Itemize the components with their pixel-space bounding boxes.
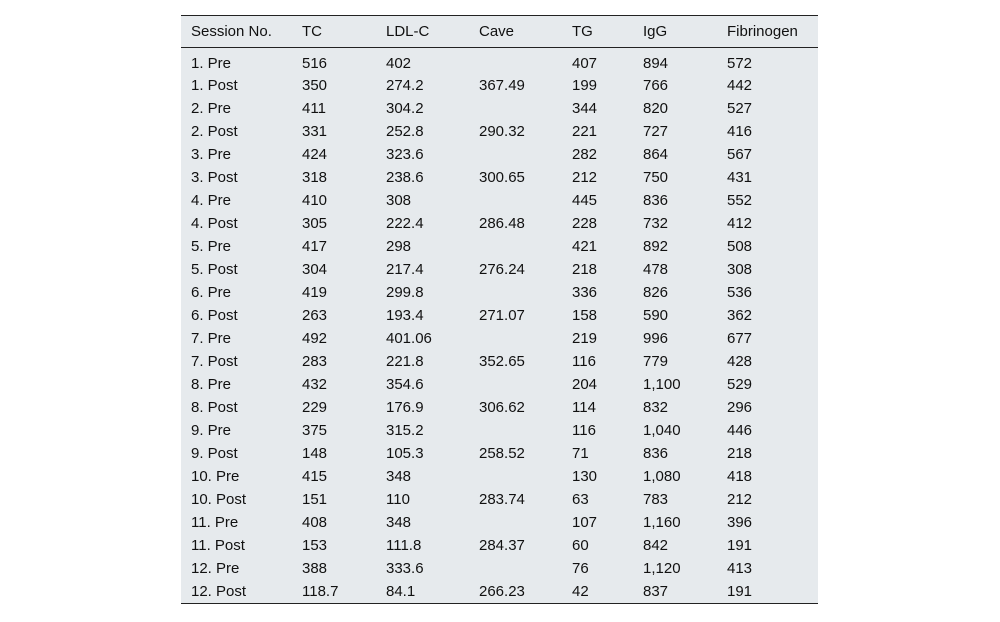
cell-session-no: 12. Pre — [191, 560, 240, 577]
cell-tc: 331 — [302, 123, 328, 140]
cell-fibrinogen: 552 — [727, 192, 753, 209]
cell-igg: 836 — [643, 445, 669, 462]
cell-fibrinogen: 508 — [727, 238, 753, 255]
cell-igg: 732 — [643, 215, 669, 232]
table-row — [181, 350, 818, 373]
table-row — [181, 258, 818, 281]
cell-tg: 219 — [572, 330, 598, 347]
cell-tg: 60 — [572, 537, 589, 554]
cell-cave — [469, 97, 562, 120]
cell-tc: 263 — [302, 307, 328, 324]
table-row — [181, 120, 818, 143]
cell-fibrinogen: 677 — [727, 330, 753, 347]
cell-cave — [469, 511, 562, 534]
cell-tg: 76 — [572, 560, 589, 577]
cell-tc: 408 — [302, 514, 328, 531]
cell-igg: 1,160 — [643, 514, 681, 531]
table-row — [181, 465, 818, 488]
cell-igg: 1,120 — [643, 560, 681, 577]
cell-tc: 350 — [302, 77, 328, 94]
cell-igg: 892 — [643, 238, 669, 255]
cell-ldl-c: 333.6 — [386, 560, 424, 577]
cell-session-no: 1. Post — [191, 77, 238, 94]
cell-ldl-c: 304.2 — [386, 100, 424, 117]
cell-session-no: 3. Pre — [191, 146, 232, 163]
cell-igg: 1,100 — [643, 376, 681, 393]
cell-fibrinogen: 362 — [727, 307, 753, 324]
cell-ldl-c: 354.6 — [386, 376, 424, 393]
cell-tc: 151 — [302, 491, 328, 508]
table-body — [181, 48, 818, 604]
cell-fibrinogen: 296 — [727, 399, 753, 416]
cell-tg: 114 — [572, 399, 596, 416]
cell-tc: 516 — [302, 54, 328, 72]
table-row — [181, 488, 818, 511]
cell-cave: 300.65 — [479, 169, 525, 186]
cell-tg: 421 — [572, 238, 598, 255]
cell-igg: 820 — [643, 100, 669, 117]
cell-session-no: 11. Post — [191, 537, 245, 554]
cell-tc: 415 — [302, 468, 328, 485]
table-row — [181, 48, 818, 75]
cell-tc: 410 — [302, 192, 328, 209]
cell-cave — [469, 48, 562, 75]
column-header-cave: Cave — [469, 16, 562, 48]
cell-fibrinogen: 446 — [727, 422, 753, 439]
cell-cave — [469, 235, 562, 258]
cell-igg: 783 — [643, 491, 669, 508]
cell-igg: 1,080 — [643, 468, 681, 485]
cell-igg: 864 — [643, 146, 669, 163]
table-header — [181, 16, 818, 48]
cell-fibrinogen: 191 — [727, 537, 753, 554]
cell-tc: 148 — [302, 445, 328, 462]
cell-session-no: 3. Post — [191, 169, 238, 186]
cell-igg: 766 — [643, 77, 669, 94]
cell-session-no: 7. Post — [191, 353, 238, 370]
cell-igg: 478 — [643, 261, 669, 278]
cell-igg: 727 — [643, 123, 669, 140]
cell-igg: 996 — [643, 330, 669, 347]
cell-tg: 336 — [572, 284, 598, 301]
header-row — [181, 16, 818, 48]
cell-session-no: 7. Pre — [191, 330, 232, 347]
cell-tc: 318 — [302, 169, 328, 186]
cell-ldl-c: 111.8 — [386, 537, 422, 554]
cell-cave: 352.65 — [479, 353, 525, 370]
cell-fibrinogen: 308 — [727, 261, 753, 278]
table-row — [181, 304, 818, 327]
cell-tg: 42 — [572, 583, 589, 600]
cell-tg: 344 — [572, 100, 598, 117]
cell-tg: 282 — [572, 146, 598, 163]
cell-cave — [469, 465, 562, 488]
cell-igg: 842 — [643, 537, 669, 554]
cell-session-no: 4. Pre — [191, 192, 232, 209]
column-header-tg: TG — [562, 16, 633, 48]
column-header-igg: IgG — [633, 16, 717, 48]
cell-tg: 158 — [572, 307, 598, 324]
cell-cave — [469, 327, 562, 350]
cell-tg: 71 — [572, 445, 589, 462]
cell-ldl-c: 238.6 — [386, 169, 424, 186]
cell-tc: 411 — [302, 100, 326, 117]
column-header-tc: TC — [292, 16, 376, 48]
cell-ldl-c: 105.3 — [386, 445, 424, 462]
cell-fibrinogen: 418 — [727, 468, 753, 485]
cell-session-no: 9. Pre — [191, 422, 232, 439]
table-row — [181, 143, 818, 166]
session-table — [181, 16, 818, 603]
cell-tc: 432 — [302, 376, 328, 393]
cell-cave: 283.74 — [479, 491, 525, 508]
cell-tc: 118.7 — [302, 583, 339, 600]
cell-ldl-c: 252.8 — [386, 123, 424, 140]
table-row — [181, 189, 818, 212]
cell-ldl-c: 323.6 — [386, 146, 424, 163]
table-row — [181, 511, 818, 534]
cell-tg: 63 — [572, 491, 589, 508]
cell-session-no: 6. Pre — [191, 284, 232, 301]
table-row — [181, 557, 818, 580]
cell-ldl-c: 217.4 — [386, 261, 424, 278]
cell-tc: 388 — [302, 560, 328, 577]
cell-cave — [469, 189, 562, 212]
cell-session-no: 8. Post — [191, 399, 238, 416]
cell-cave — [469, 281, 562, 304]
cell-fibrinogen: 431 — [727, 169, 753, 186]
cell-session-no: 4. Post — [191, 215, 238, 232]
cell-cave: 286.48 — [479, 215, 525, 232]
cell-igg: 779 — [643, 353, 669, 370]
cell-session-no: 10. Pre — [191, 468, 240, 485]
cell-ldl-c: 348 — [386, 514, 412, 531]
cell-ldl-c: 348 — [386, 468, 412, 485]
cell-cave: 306.62 — [479, 399, 525, 416]
cell-fibrinogen: 442 — [727, 77, 753, 94]
cell-ldl-c: 222.4 — [386, 215, 424, 232]
cell-fibrinogen: 536 — [727, 284, 753, 301]
cell-cave: 266.23 — [479, 583, 525, 600]
cell-tc: 305 — [302, 215, 328, 232]
cell-fibrinogen: 191 — [727, 583, 753, 600]
cell-igg: 1,040 — [643, 422, 681, 439]
cell-tc: 283 — [302, 353, 328, 370]
cell-fibrinogen: 529 — [727, 376, 753, 393]
cell-tg: 116 — [572, 353, 596, 370]
cell-ldl-c: 401.06 — [386, 330, 432, 347]
cell-tg: 218 — [572, 261, 598, 278]
cell-session-no: 2. Post — [191, 123, 238, 140]
data-table-container — [181, 15, 818, 604]
table-row — [181, 166, 818, 189]
cell-ldl-c: 308 — [386, 192, 412, 209]
cell-tg: 107 — [572, 514, 598, 531]
cell-tc: 229 — [302, 399, 328, 416]
cell-tc: 417 — [302, 238, 328, 255]
cell-igg: 590 — [643, 307, 669, 324]
column-header-session-no: Session No. — [181, 16, 292, 48]
cell-session-no: 5. Pre — [191, 238, 232, 255]
cell-cave: 276.24 — [479, 261, 525, 278]
cell-fibrinogen: 413 — [727, 560, 753, 577]
column-header-fibrinogen: Fibrinogen — [717, 16, 818, 48]
cell-tc: 375 — [302, 422, 328, 439]
cell-tg: 199 — [572, 77, 598, 94]
cell-ldl-c: 221.8 — [386, 353, 424, 370]
cell-fibrinogen: 416 — [727, 123, 753, 140]
cell-cave: 367.49 — [479, 77, 525, 94]
table-row — [181, 419, 818, 442]
cell-ldl-c: 299.8 — [386, 284, 424, 301]
cell-fibrinogen: 218 — [727, 445, 753, 462]
cell-tg: 445 — [572, 192, 598, 209]
table-row — [181, 373, 818, 396]
table-row — [181, 212, 818, 235]
cell-igg: 837 — [643, 583, 669, 600]
table-row — [181, 281, 818, 304]
cell-ldl-c: 176.9 — [386, 399, 424, 416]
cell-cave: 271.07 — [479, 307, 525, 324]
cell-tg: 228 — [572, 215, 598, 232]
cell-ldl-c: 84.1 — [386, 583, 416, 600]
cell-tc: 419 — [302, 284, 328, 301]
cell-session-no: 12. Post — [191, 583, 247, 600]
table-row — [181, 396, 818, 419]
table-row — [181, 442, 818, 465]
cell-session-no: 11. Pre — [191, 514, 239, 531]
cell-session-no: 9. Post — [191, 445, 238, 462]
cell-fibrinogen: 212 — [727, 491, 753, 508]
cell-igg: 826 — [643, 284, 669, 301]
table-row — [181, 580, 818, 603]
cell-fibrinogen: 567 — [727, 146, 753, 163]
cell-cave: 258.52 — [479, 445, 525, 462]
cell-session-no: 10. Post — [191, 491, 247, 508]
cell-session-no: 5. Post — [191, 261, 238, 278]
table-row — [181, 74, 818, 97]
cell-ldl-c: 298 — [386, 238, 412, 255]
cell-tc: 153 — [302, 537, 328, 554]
cell-session-no: 6. Post — [191, 307, 238, 324]
table-row — [181, 97, 818, 120]
column-header-ldl-c: LDL-C — [376, 16, 469, 48]
cell-tg: 116 — [572, 422, 596, 439]
cell-cave: 290.32 — [479, 123, 525, 140]
cell-cave — [469, 143, 562, 166]
cell-cave — [469, 373, 562, 396]
cell-session-no: 8. Pre — [191, 376, 232, 393]
cell-cave: 284.37 — [479, 537, 525, 554]
cell-tg: 407 — [572, 54, 598, 72]
cell-fibrinogen: 396 — [727, 514, 753, 531]
cell-ldl-c: 315.2 — [386, 422, 424, 439]
cell-igg: 894 — [643, 54, 669, 72]
cell-tc: 424 — [302, 146, 328, 163]
cell-session-no: 1. Pre — [191, 54, 232, 72]
cell-tg: 221 — [572, 123, 598, 140]
table-row — [181, 235, 818, 258]
cell-ldl-c: 110 — [386, 491, 410, 508]
cell-tg: 130 — [572, 468, 598, 485]
cell-session-no: 2. Pre — [191, 100, 232, 117]
cell-tc: 304 — [302, 261, 328, 278]
cell-fibrinogen: 527 — [727, 100, 753, 117]
cell-fibrinogen: 428 — [727, 353, 753, 370]
cell-ldl-c: 193.4 — [386, 307, 424, 324]
cell-igg: 750 — [643, 169, 669, 186]
cell-ldl-c: 274.2 — [386, 77, 424, 94]
cell-tg: 212 — [572, 169, 598, 186]
cell-fibrinogen: 412 — [727, 215, 753, 232]
cell-ldl-c: 402 — [386, 54, 412, 72]
cell-igg: 832 — [643, 399, 669, 416]
cell-tc: 492 — [302, 330, 328, 347]
cell-fibrinogen: 572 — [727, 54, 753, 72]
cell-cave — [469, 419, 562, 442]
cell-cave — [469, 557, 562, 580]
cell-igg: 836 — [643, 192, 669, 209]
cell-tg: 204 — [572, 376, 598, 393]
table-row — [181, 534, 818, 557]
table-row — [181, 327, 818, 350]
